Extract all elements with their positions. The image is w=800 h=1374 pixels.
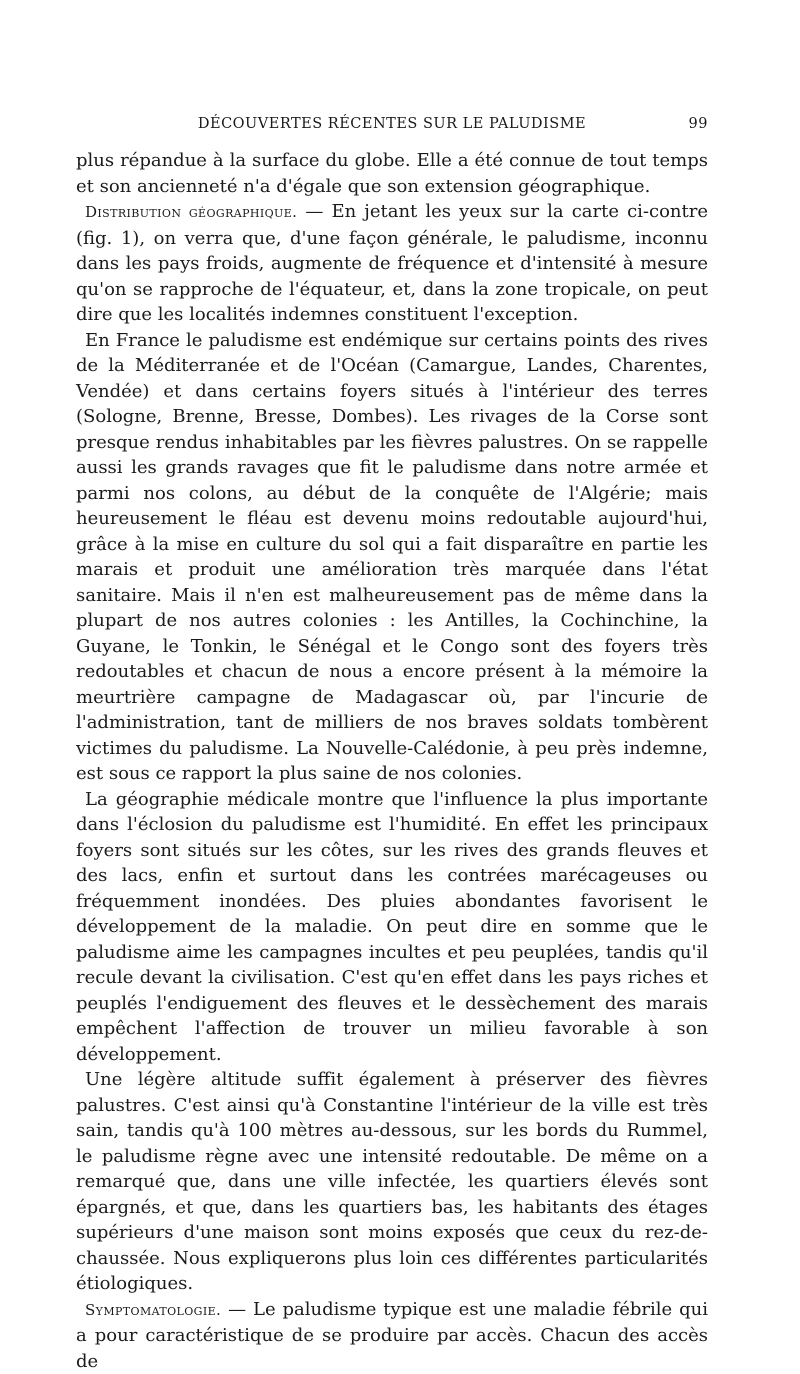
section-heading-distribution: Distribution géographique. xyxy=(85,203,297,221)
heading-separator: — xyxy=(297,201,331,222)
paragraph-text: plus répandue à la surface du globe. Elle a été connue de tout temps et son ancienneté n'a d'égale que son extension géographique. xyxy=(76,150,708,197)
paragraph-text: En France le paludisme est endémique sur certains points des rives de la Méditerranée et de l'Océan (Camargue, Landes, Charentes, Vendée) et dans certains foyers situés à l'intérieur des terres (Sologne, Brenne, Bresse, Dombes). Les rivages de la Corse sont presque rendus inhabitables par les fièvres palustres. On se rappelle aussi les grands ravages que fit le paludisme dans notre armée et parmi nos colons, au début de la conquête de l'Algérie; mais heureusement le fléau est devenu moins redoutable aujourd'hui, grâce à la mise en culture du sol qui a fait disparaître en partie les marais et produit une amélioration très marquée dans l'état sanitaire. Mais il n'en est malheureusement pas de même dans la plupart de nos autres colonies : les Antilles, la Cochinchine, la Guyane, le Tonkin, le Sénégal et le Congo sont des foyers très redoutables et chacun de nous a encore présent à la mémoire la meurtrière campagne de Madagascar où, par l'incurie de l'administration, tant de milliers de nos braves soldats tombèrent victimes du paludisme. La Nouvelle-Calédonie, à peu près indemne, est sous ce rapport la plus saine de nos colonies. xyxy=(76,330,708,785)
heading-separator: — xyxy=(221,1299,253,1320)
paragraph xyxy=(76,328,708,787)
body-text xyxy=(76,148,708,1374)
paragraph-text: Le paludisme typique est une maladie fébrile qui a pour caractéristique de se produire par accès. Chacun des accès de xyxy=(76,1299,708,1372)
paragraph xyxy=(76,148,708,199)
paragraph xyxy=(76,1067,708,1297)
paragraph-text: En jetant les yeux sur la carte ci-contre (fig. 1), on verra que, d'une façon générale, le paludisme, inconnu dans les pays froids, augmente de fréquence et d'intensité à mesure qu'on se rapproche de l'équateur, et, dans la zone tropicale, on peut dire que les localités indemnes constituent l'exception. xyxy=(76,201,708,325)
paragraph-text: Une légère altitude suffit également à préserver des fièvres palustres. C'est ainsi qu'à Constantine l'intérieur de la ville est très sain, tandis qu'à 100 mètres au-dessous, sur les bords du Rummel, le paludisme règne avec une intensité redoutable. De même on a remarqué que, dans une ville infectée, les quartiers élevés sont épargnés, et que, dans les quartiers bas, les habitants des étages supérieurs d'une maison sont moins exposés que ceux du rez-de-chaussée. Nous expliquerons plus loin ces différentes particularités étiologiques. xyxy=(76,1069,708,1294)
paragraph-text: La géographie médicale montre que l'influence la plus importante dans l'éclosion du paludisme est l'humidité. En effet les principaux foyers sont situés sur les côtes, sur les rives des grands fleuves et des lacs, enfin et surtout dans les contrées marécageuses ou fréquemment inondées. Des pluies abondantes favorisent le développement de la maladie. On peut dire en somme que le paludisme aime les campagnes incultes et peu peuplées, tandis qu'il recule devant la civilisation. C'est qu'en effet dans les pays riches et peuplés l'endiguement des fleuves et le dessèchement des marais empêchent l'affection de trouver un milieu favorable à son développement. xyxy=(76,789,708,1065)
running-title: DÉCOUVERTES RÉCENTES SUR LE PALUDISME xyxy=(76,116,708,132)
paragraph xyxy=(76,787,708,1068)
paragraph xyxy=(76,199,708,328)
running-header xyxy=(76,116,708,136)
page-number: 99 xyxy=(689,116,708,132)
section-heading-symptomatologie: Symptomatologie. xyxy=(85,1301,221,1319)
paragraph xyxy=(76,1297,708,1374)
